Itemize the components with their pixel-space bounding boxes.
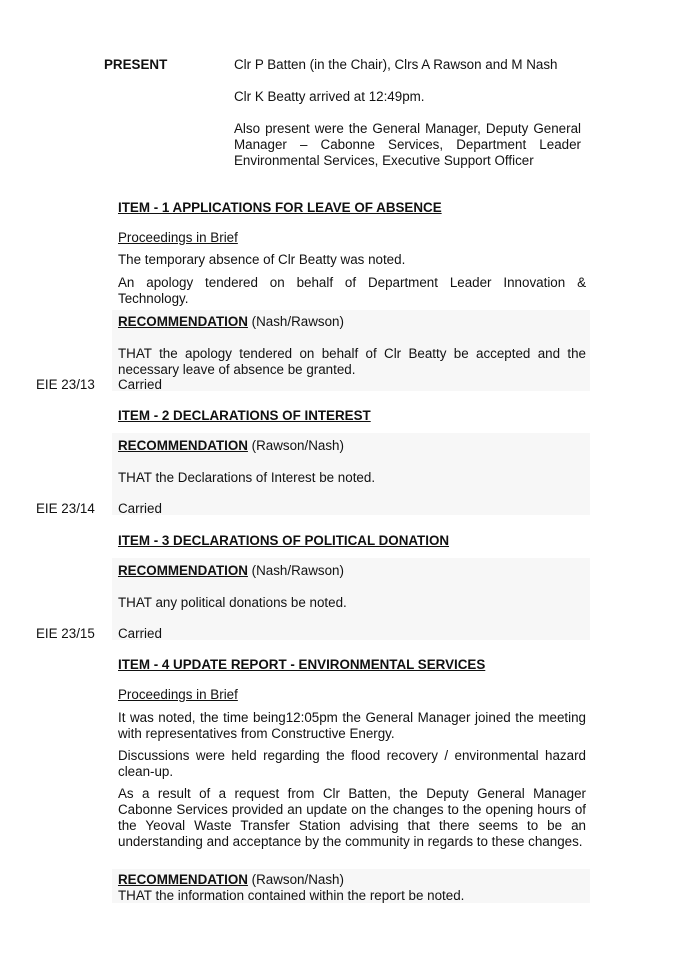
recommendation-label: RECOMMENDATION — [118, 872, 248, 887]
item-1-heading: ITEM - 1 APPLICATIONS FOR LEAVE OF ABSENCE — [118, 200, 442, 215]
item-2-resolution-number: EIE 23/14 — [36, 501, 95, 516]
present-attendees: Clr P Batten (in the Chair), Clrs A Rawson and M Nash — [234, 57, 558, 72]
item-2-recommendation-text: THAT the Declarations of Interest be noted. — [118, 470, 376, 485]
recommendation-movers: (Nash/Rawson) — [247, 314, 344, 329]
item-4-para-1: It was noted, the time being12:05pm the General Manager joined the meeting with representatives from Constructive Energy. — [118, 710, 586, 741]
item-1-para-1: The temporary absence of Clr Beatty was noted. — [118, 252, 406, 267]
item-2-recommendation — [118, 438, 586, 454]
present-label: PRESENT — [104, 57, 168, 72]
item-3-heading: ITEM - 3 DECLARATIONS OF POLITICAL DONATION — [118, 533, 450, 548]
item-3-recommendation — [118, 563, 586, 579]
recommendation-label: RECOMMENDATION — [118, 438, 248, 453]
item-4-recommendation-text: THAT the information contained within the report be noted. — [118, 888, 465, 903]
item-3-recommendation-text: THAT any political donations be noted. — [118, 595, 347, 610]
item-1-recommendation-text: THAT the apology tendered on behalf of Clr Beatty be accepted and the necessary leave of absence be granted. — [118, 346, 586, 377]
item-4-recommendation — [118, 872, 586, 888]
item-4-para-3: As a result of a request from Clr Batten, the Deputy General Manager Cabonne Services provided an update on the changes to the opening hours of the Yeoval Waste Transfer Station advising that there seems to be an understanding and acceptance by the community in regards to these changes. — [118, 786, 586, 849]
also-present-note: Also present were the General Manager, Deputy General Manager – Cabonne Services, Department Leader Environmental Services, Executive Support Officer — [234, 121, 581, 168]
item-2-status: Carried — [118, 501, 162, 516]
item-3-status: Carried — [118, 626, 162, 641]
recommendation-movers: (Rawson/Nash) — [247, 438, 344, 453]
item-1-resolution-number: EIE 23/13 — [36, 377, 95, 392]
item-1-recommendation — [118, 314, 586, 330]
item-4-proceedings-label: Proceedings in Brief — [118, 687, 238, 702]
item-4-heading: ITEM - 4 UPDATE REPORT - ENVIRONMENTAL SERVICES — [118, 657, 486, 672]
item-4-para-2: Discussions were held regarding the flood recovery / environmental hazard clean-up. — [118, 748, 586, 779]
recommendation-label: RECOMMENDATION — [118, 563, 248, 578]
late-arrival-note: Clr K Beatty arrived at 12:49pm. — [234, 89, 425, 104]
item-1-para-2: An apology tendered on behalf of Department Leader Innovation & Technology. — [118, 275, 586, 306]
item-1-proceedings-label: Proceedings in Brief — [118, 230, 238, 245]
item-3-resolution-number: EIE 23/15 — [36, 626, 95, 641]
item-2-heading: ITEM - 2 DECLARATIONS OF INTEREST — [118, 408, 371, 423]
recommendation-label: RECOMMENDATION — [118, 314, 248, 329]
item-1-status: Carried — [118, 377, 162, 392]
recommendation-movers: (Nash/Rawson) — [247, 563, 344, 578]
recommendation-movers: (Rawson/Nash) — [247, 872, 344, 887]
